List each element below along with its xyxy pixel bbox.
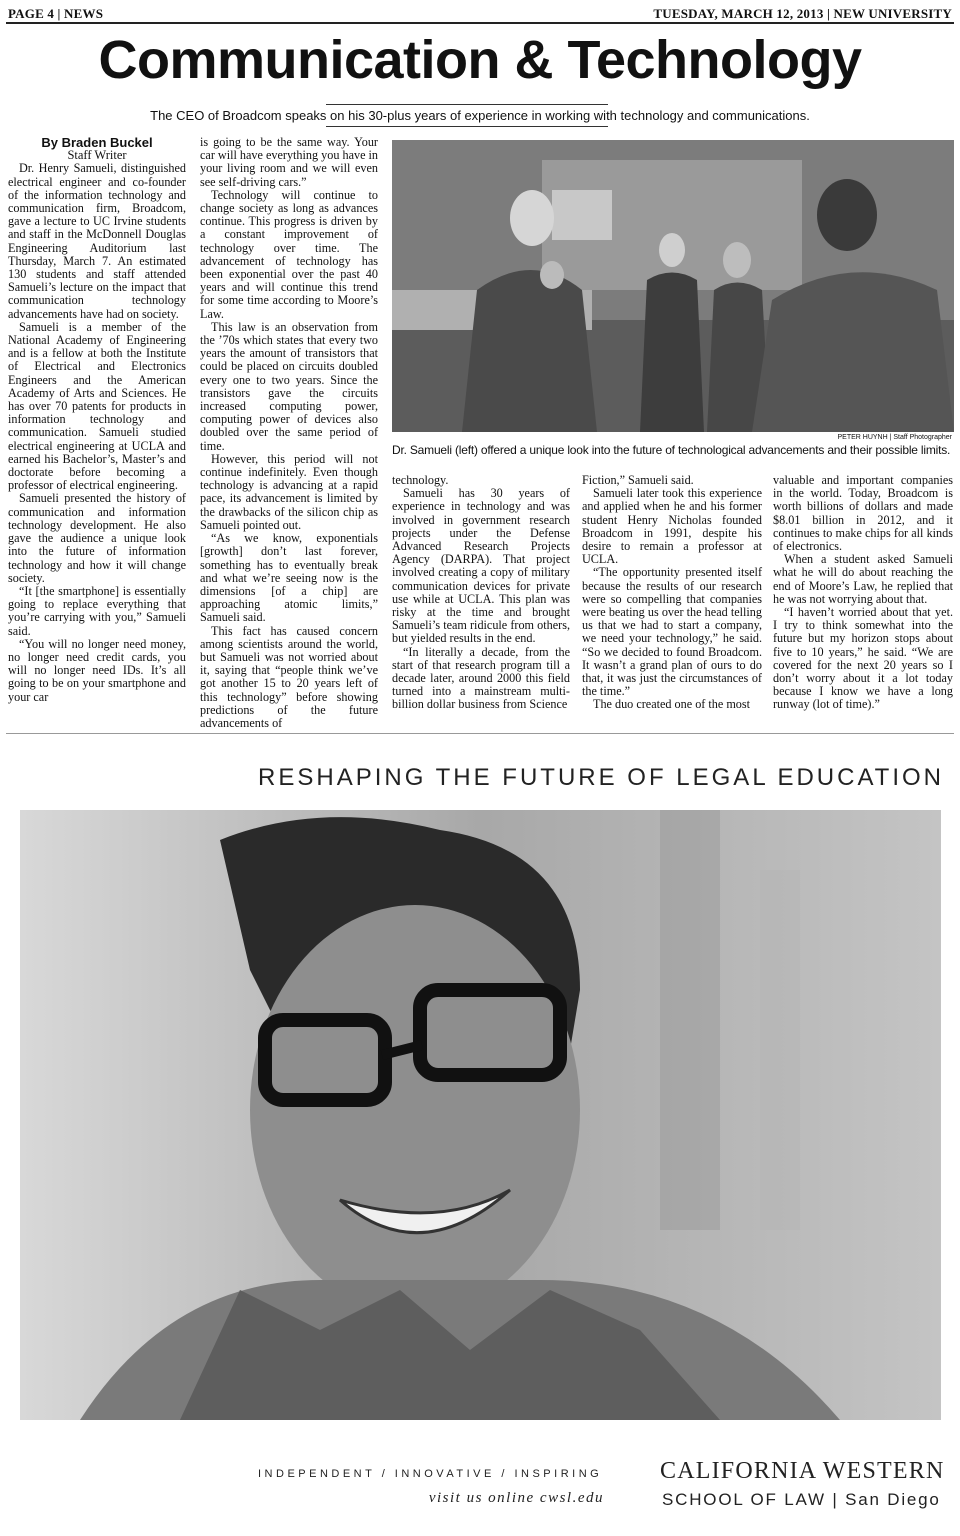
paragraph: This law is an observation from the ’70s which states that every two years the amount of transistors that could be placed on circuits doubled every one to two years. Since the transistors gave the circuits increased computing power, computing power of devices also doubled over the same period of time. (200, 319, 378, 453)
paragraph: Dr. Henry Samueli, distinguished electrical engineer and co-founder of the information technology and communication firm, Broadcom, gave a lecture to UC Irvine students and staff in the McDonnell Douglas Engineering Auditorium last Thursday, March 7. An estimated 130 students and staff attended Samueli’s lecture on the impact that communication technology advancements have had on society. (8, 161, 186, 321)
byline-name: By Braden Buckel (41, 135, 153, 150)
headline: Communication & Technology (98, 30, 862, 90)
paragraph: This fact has caused concern among scientists around the world, but Samueli was not worried about it, saying that “people think we’ve got another 15 to 20 years left of this technology” before showing predictions of the future advancements of (200, 623, 378, 730)
ad-website[interactable]: visit us online cwsl.edu (428, 1490, 604, 1506)
paragraph: Fiction,” Samueli said. (582, 473, 694, 487)
paragraph: Samueli has 30 years of experience in technology and was involved in government research projects under the Defense Advanced Research Projects Agency (DARPA). That project involved creating a copy of military communication devices for private use while at UCLA. This plan was risky at the time and brought Samueli’s team ridicule from others, but yielded results in the end. (392, 486, 570, 646)
article-end-rule (6, 733, 954, 734)
paragraph: The duo created one of the most (593, 697, 751, 712)
paragraph: “It [the smartphone] is essentially going to replace everything that you’re carrying with you,” Samueli said. (8, 583, 186, 638)
byline-role: Staff Writer (67, 148, 127, 163)
paragraph: “I haven’t worried about that yet. I try to think somewhat into the future but my horizon stops about five to 10 years,” he said. “We are covered for the next 20 years so I don’t worry about it a lot today because I know we have a long runway (lot of time).” (773, 605, 953, 712)
deck: The CEO of Broadcom speaks on his 30-plus years of experience in working with technology and communications. (150, 108, 810, 123)
paragraph: “You will no longer need money, no longer need credit cards, you will no longer need IDs. It’s all going to be on your smartphone and your car (8, 636, 186, 704)
paragraph: Samueli later took this experience and applied when he and his former student Henry Nicholas founded Broadcom in 1991, despite his desire to remain a professor at UCLA. (582, 486, 762, 567)
article-column-3 (392, 474, 570, 712)
paragraph: Samueli presented the history of communication and information technology development. He also gave the audience a unique look into the future of information technology and how it will change society. (8, 491, 186, 585)
paragraph: “In literally a decade, from the start of that research program till a decade later, around 2000 this field turned into a mainstream multi-billion dollar business from Science (392, 644, 570, 712)
paragraph: “As we know, exponentials [growth] don’t last forever, something has to eventually break and what we’re seeing now is the dimensions [of a chip] are approaching atomic limits,” Samueli said. (200, 531, 378, 625)
photo-credit: PETER HUYNH | Staff Photographer (837, 434, 952, 441)
paragraph: However, this period will not continue indefinitely. Even though technology is advancing at a rapid pace, its advancement is limited by the drawbacks of the silicon chip as Samueli pointed out. (200, 451, 378, 532)
paragraph: Technology will continue to change society as long as advances continue. This progress is driven by a constant improvement of technology over time. The advancement of technology has been exponential over the past 40 years and will continue this trend for some time according to Moore’s Law. (200, 187, 378, 321)
auditorium-photo-illustration (392, 140, 954, 432)
deck-rule-top (326, 104, 608, 105)
news-photo (392, 140, 954, 432)
paragraph: valuable and important companies in the world. Today, Broadcom is worth billions of dollars and made $8.01 billion in 2012, and it continues to make chips for all kinds of electronics. (773, 473, 953, 554)
paragraph: When a student asked Samueli what he will do about reaching the end of Moore’s Law, he replied that he was not worrying about that. (773, 552, 953, 606)
paragraph: technology. (392, 473, 449, 487)
deck-rule-bottom (326, 126, 608, 127)
date-folio: TUESDAY, MARCH 12, 2013 | NEW UNIVERSITY (653, 6, 952, 21)
school-subtitle: SCHOOL OF LAW | San Diego (662, 1490, 941, 1509)
paragraph: is going to be the same way. Your car will have everything you have in your living room and we will even see self-driving cars.” (200, 135, 379, 189)
article-column-5 (773, 474, 953, 712)
school-name: CALIFORNIA WESTERN (660, 1458, 945, 1484)
page-folio: PAGE 4 | NEWS (8, 6, 104, 21)
ad-tagline: INDEPENDENT / INNOVATIVE / INSPIRING (258, 1468, 603, 1480)
header-rule (6, 22, 954, 24)
paragraph: “The opportunity presented itself because the results of our research were so compelling that companies were beating us over the head telling us that we had to start a company, we need your technology,” he said. “So we decided to found Broadcom. It wasn’t a grand plan of ours to do that, it was just the circumstances of the time.” (582, 565, 762, 699)
paragraph: Samueli is a member of the National Academy of Engineering and is a fellow at both the Institute of Electrical and Electronics Engineers and the American Academy of Arts and Sciences. He has over 70 patents for products in information technology and communication. Samueli studied electrical engineering at UCLA and earned his Bachelor’s, Master’s and doctorate before becoming a professor of electrical engineering. (8, 319, 186, 493)
article-column-4 (582, 474, 762, 712)
article-column-2 (200, 136, 378, 730)
ad-headline: RESHAPING THE FUTURE OF LEGAL EDUCATION (258, 764, 944, 791)
photo-caption: Dr. Samueli (left) offered a unique look into the future of technological advancements and their possible limits. (392, 443, 951, 457)
ad-photo (20, 810, 941, 1420)
smiling-student-illustration (20, 810, 941, 1420)
article-column-1 (8, 136, 186, 704)
